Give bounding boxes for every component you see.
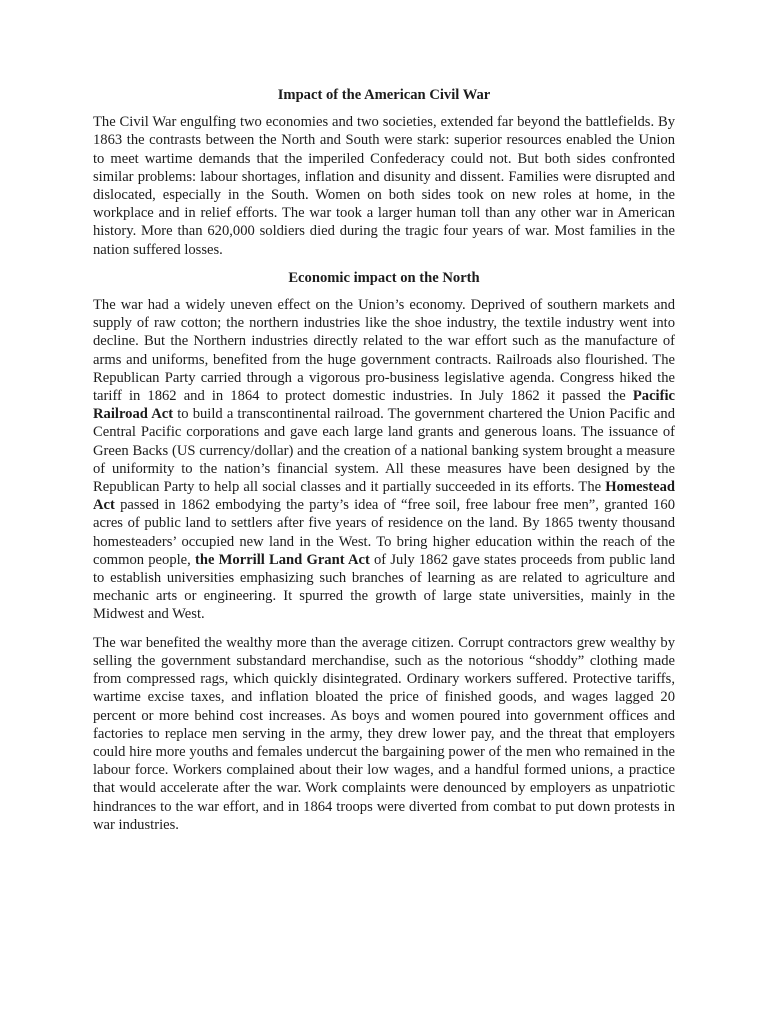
paragraph-text: to build a transcontinental railroad. The government chartered the Union Pacific and Central Pacific corporations and gave each large land grants and generous loans. The issuance of Green Backs (US currency/dollar) and the creation of a national banking system brought a measure of uniformity to the nation’s financial system. All these measures have been designed by the Republican Party to help all social classes and it partially succeeded in its efforts. The <box>93 406 675 496</box>
economic-impact-paragraph <box>93 296 675 624</box>
document-title: Impact of the American Civil War <box>277 87 491 103</box>
wealthy-benefit-paragraph: The war benefited the wealthy more than the average citizen. Corrupt contractors grew wealthy by selling the government substandard merchandise, such as the notorious “shoddy” clothing made from compressed rags, which quickly disintegrated. Ordinary workers suffered. Protective tariffs, wartime excise taxes, and inflation bloated the price of finished goods, and wages lagged 20 percent or more behind cost increases. As boys and women poured into government offices and factories to replace men serving in the army, they drew lower pay, and the threat that employers could hire more youths and females undercut the bargaining power of the men who remained in the labour force. Workers complained about their low wages, and a handful formed unions, a practice that would accelerate after the war. Work complaints were denounced by employers as unpatriotic hindrances to the war effort, and in 1864 troops were diverted from combat to put down protests in war industries. <box>93 634 675 833</box>
paragraph-text: The war had a widely uneven effect on the Union’s economy. Deprived of southern markets and supply of raw cotton; the northern industries like the shoe industry, the textile industry went into decline. But the Northern industries directly related to the war effort such as the manufacture of arms and uniforms, benefited from the huge government contracts. Railroads also flourished. The Republican Party carried through a vigorous pro-business legislative agenda. Congress hiked the tariff in 1862 and in 1864 to protect domestic industries. In July 1862 it passed the <box>93 297 675 405</box>
morrill-land-grant-act-term: the Morrill Land Grant Act <box>195 551 370 568</box>
section-heading: Economic impact on the North <box>288 269 480 286</box>
document-page <box>93 86 675 834</box>
paragraph-text: of July 1862 gave states proceeds from public land to establish universities emphasizing such branches of learning as are related to agriculture and mechanic arts or engineering. It spurred the growth of large state universities, mainly in the Midwest and West. <box>93 551 675 623</box>
homestead-act-term: Homestead Act <box>93 479 675 514</box>
intro-paragraph: The Civil War engulfing two economies and two societies, extended far beyond the battlefields. By 1863 the contrasts between the North and South were stark: superior resources enabled the Union to meet wartime demands that the imperiled Confederacy could not. But both sides confronted similar problems: labour shortages, inflation and disunity and dissent. Families were disrupted and dislocated, especially in the South. Women on both sides took on new roles at home, in the workplace and in relief efforts. The war took a larger human toll than any other war in American history. More than 620,000 soldiers died during the tragic four years of war. Most families in the nation suffered losses. <box>93 114 675 258</box>
paragraph-text: passed in 1862 embodying the party’s idea of “free soil, free labour free men”, granted 160 acres of public land to settlers after five years of residence on the land. By 1865 twenty thousand homesteaders’ occupied new land in the West. To bring higher education within the reach of the common people, <box>93 497 675 568</box>
pacific-railroad-act-term: Pacific Railroad Act <box>93 388 675 423</box>
